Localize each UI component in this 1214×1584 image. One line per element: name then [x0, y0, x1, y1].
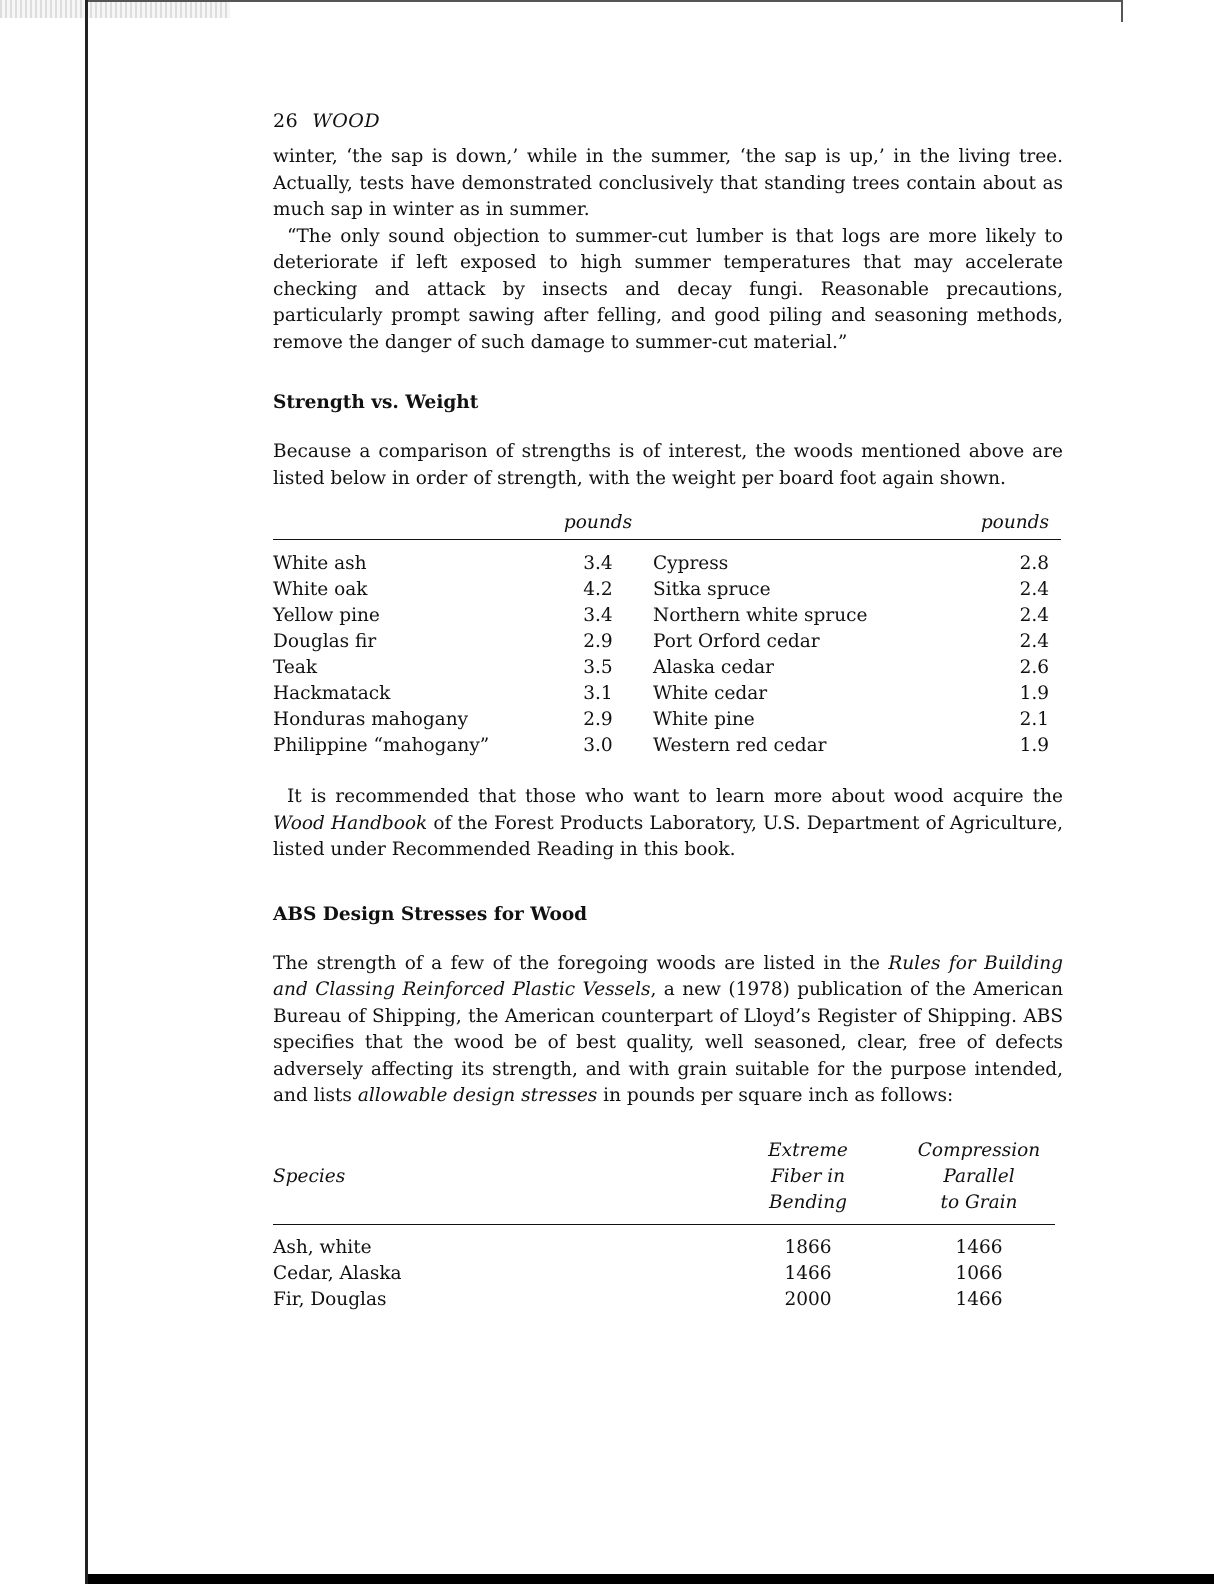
scan-edge-right: [1121, 0, 1123, 22]
strength-weight-table: [273, 512, 1061, 758]
table-row: White ash 3.4 Cypress 2.8: [273, 552, 1049, 574]
scan-edge-top: [88, 0, 1123, 2]
section-heading-strength: Strength vs. Weight: [273, 392, 479, 413]
table-row: Cedar, Alaska 1466 1066: [273, 1263, 1003, 1284]
running-head: [273, 110, 1063, 132]
col-species: Species: [273, 1138, 713, 1225]
book-title: Wood Handbook: [273, 812, 428, 834]
table-row: Ash, white 1866 1466: [273, 1237, 1003, 1258]
table-row: Hackmatack 3.1 White cedar 1.9: [273, 682, 1049, 704]
intro-paragraph-1: winter, ‘the sap is down,’ while in the summer, ‘the sap is up,’ in the living tree. Actually, tests have demonstrated conclusively that standing trees contain about as much sap in winter as in summer.: [273, 146, 1063, 220]
abs-stress-table: [273, 1138, 1055, 1313]
allowable-term: allowable design stresses: [357, 1085, 598, 1106]
table-row: Philippine “mahogany” 3.0 Western red cedar 1.9: [273, 734, 1049, 756]
unit-left: pounds: [543, 512, 653, 540]
page-number: 26: [273, 110, 299, 132]
scan-corner-noise: [0, 0, 230, 18]
recommend-paragraph: It is recommended that those who want to learn more about wood acquire the Wood Handbook of the Forest Products Laboratory, U.S. Department of Agriculture, listed under Recommended Reading in this book.: [273, 786, 1063, 860]
table-row: Yellow pine 3.4 Northern white spruce 2.4: [273, 604, 1049, 626]
abs-table-header: [273, 1138, 1055, 1225]
table-row: Douglas fir 2.9 Port Orford cedar 2.4: [273, 630, 1049, 652]
table-row: Honduras mahogany 2.9 White pine 2.1: [273, 708, 1049, 730]
col-compression: Compression Parallel to Grain: [903, 1138, 1055, 1225]
rules-title: Rules for Building and Classing Reinforced Plastic Vessels: [273, 952, 1063, 1000]
unit-right: pounds: [953, 512, 1061, 540]
section-heading-abs: ABS Design Stresses for Wood: [273, 903, 588, 925]
intro-paragraph-2: “The only sound objection to summer-cut lumber is that logs are more likely to deteriorate if left exposed to high summer temperatures that may accelerate checking and attack by insects and decay fungi. Reasonable precautions, particularly prompt sawing after felling, and good piling and seasoning methods, remove the danger of such damage to summer-cut material.”: [273, 225, 1063, 353]
strength-paragraph: Because a comparison of strengths is of interest, the woods mentioned above are listed below in order of strength, with the weight per board foot again shown.: [273, 441, 1063, 489]
scan-edge-bottom: [88, 1574, 1214, 1584]
scan-edge-left: [85, 0, 88, 1584]
table-row: White oak 4.2 Sitka spruce 2.4: [273, 578, 1049, 600]
book-page: [273, 110, 1063, 1313]
table-row: Teak 3.5 Alaska cedar 2.6: [273, 656, 1049, 678]
col-fiber: Extreme Fiber in Bending: [713, 1138, 903, 1225]
abs-paragraph: The strength of a few of the foregoing woods are listed in the Rules for Building and Classing Reinforced Plastic Vessels, a new (1978) publication of the American Bureau of Shipping, the American counterpart of Lloyd’s Register of Shipping. ABS specifies that the wood be of best quality, well seasoned, clear, free of defects adversely affecting its strength, and with grain suitable for the purpose intended, and lists allowable design stresses in pounds per square inch as follows:: [273, 952, 1063, 1106]
table-row: Fir, Douglas 2000 1466: [273, 1289, 1003, 1310]
strength-table-header: [273, 512, 1061, 540]
chapter-title: WOOD: [312, 110, 381, 132]
